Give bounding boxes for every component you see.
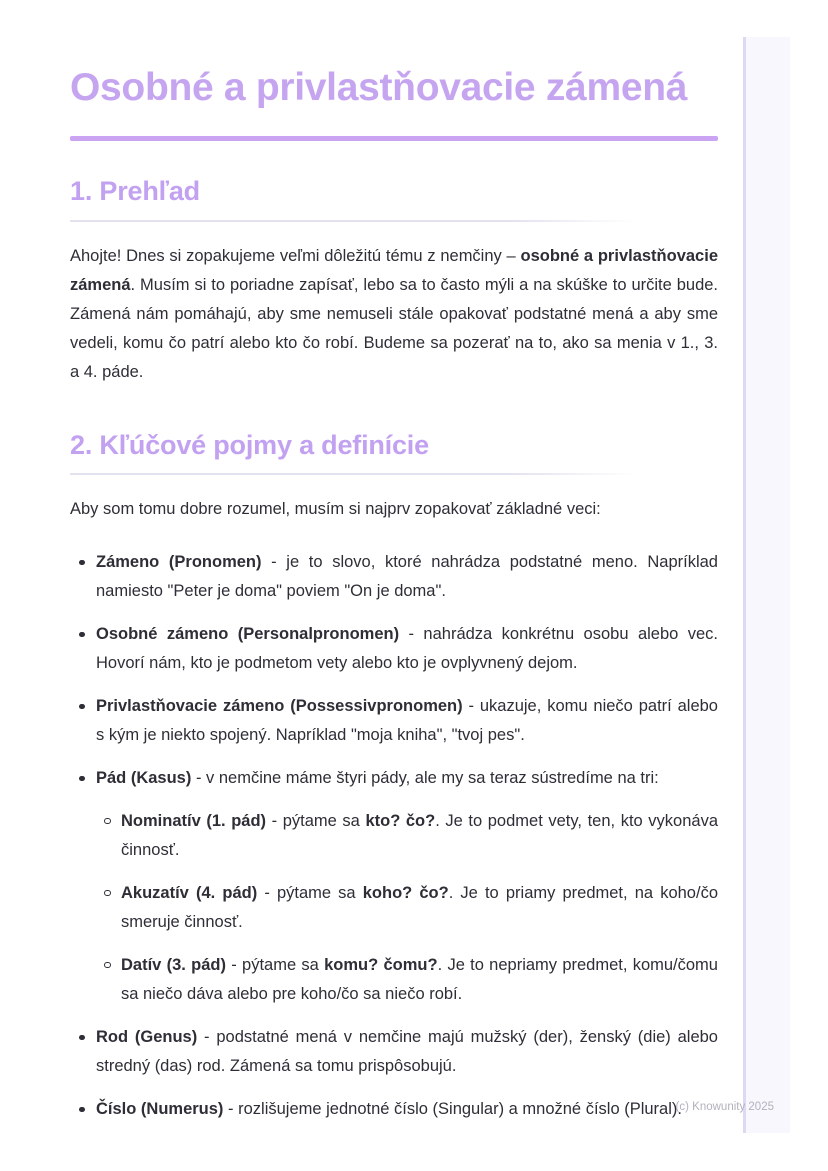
section-2-divider [70,473,636,475]
page-edge-bar [743,37,790,1133]
list-item: Pád (Kasus) - v nemčine máme štyri pády, ale my sa teraz sústredíme na tri: Nominatív (1. pád) - pýtame sa kto? čo?. Je to podmet vety, ten, kto vykonáva činnosť. Akuzatív (4. pád) - pýtame sa koho? čo?. Je to priamy predmet, na koho/čo smeruje činnosť. Datív (3. pád) - pýtame sa komu? čomu?. Je to nepriamy predmet, komu/čomu sa niečo dáva alebo pre koho/čo sa niečo robí. [70,764,718,1009]
list-item: Zámeno (Pronomen) - je to slovo, ktoré nahrádza podstatné meno. Napríklad namiesto "Peter je doma" poviem "On je doma". [70,548,718,606]
section-2-intro: Aby som tomu dobre rozumel, musím si najprv zopakovať základné veci: [70,500,601,519]
sub-list-item: Nominatív (1. pád) - pýtame sa kto? čo?. Je to podmet vety, ten, kto vykonáva činnosť. [96,807,718,865]
list-item: Rod (Genus) - podstatné mená v nemčine majú mužský (der), ženský (die) alebo stredný (das) rod. Zámená sa tomu prispôsobujú. [70,1023,718,1081]
list-item: Číslo (Numerus) - rozlišujeme jednotné číslo (Singular) a množné číslo (Plural). [70,1095,718,1124]
section-klucove-pojmy [70,429,718,1125]
list-item: Privlastňovacie zámeno (Possessivpronomen) - ukazuje, komu niečo patrí alebo s kým je niekto spojený. Napríklad "moja kniha", "tvoj pes". [70,692,718,750]
page-title: Osobné a privlastňovacie zámená [70,66,688,109]
section-1-paragraph: Ahojte! Dnes si zopakujeme veľmi dôležitú tému z nemčiny – osobné a privlastňovacie zámená. Musím si to poriadne zapísať, lebo sa to často mýli a na skúške to určite bude. Zámená nám pomáhajú, aby sme nemuseli stále opakovať podstatné mená a aby sme vedeli, komu čo patrí alebo kto čo robí. Budeme sa pozerať na to, ako sa menia v 1., 3. a 4. páde. [70,246,718,381]
title-divider [70,136,718,141]
sub-list [96,807,718,1009]
sub-list-item: Akuzatív (4. pád) - pýtame sa koho? čo?. Je to priamy predmet, na koho/čo smeruje činnosť. [96,879,718,937]
copyright-note: (c) Knowunity 2025 [675,1101,774,1113]
key-terms-list [70,548,718,1124]
section-2-heading: 2. Kľúčové pojmy a definície [70,429,429,460]
section-prehlad [70,175,718,387]
section-1-heading: 1. Prehľad [70,175,200,206]
sub-list-item: Datív (3. pád) - pýtame sa komu? čomu?. Je to nepriamy predmet, komu/čomu sa niečo dáva alebo pre koho/čo sa niečo robí. [96,951,718,1009]
document-content [70,62,718,1138]
section-1-divider [70,220,636,222]
list-item: Osobné zámeno (Personalpronomen) - nahrádza konkrétnu osobu alebo vec. Hovorí nám, kto je podmetom vety alebo kto je ovplyvnený dejom. [70,620,718,678]
